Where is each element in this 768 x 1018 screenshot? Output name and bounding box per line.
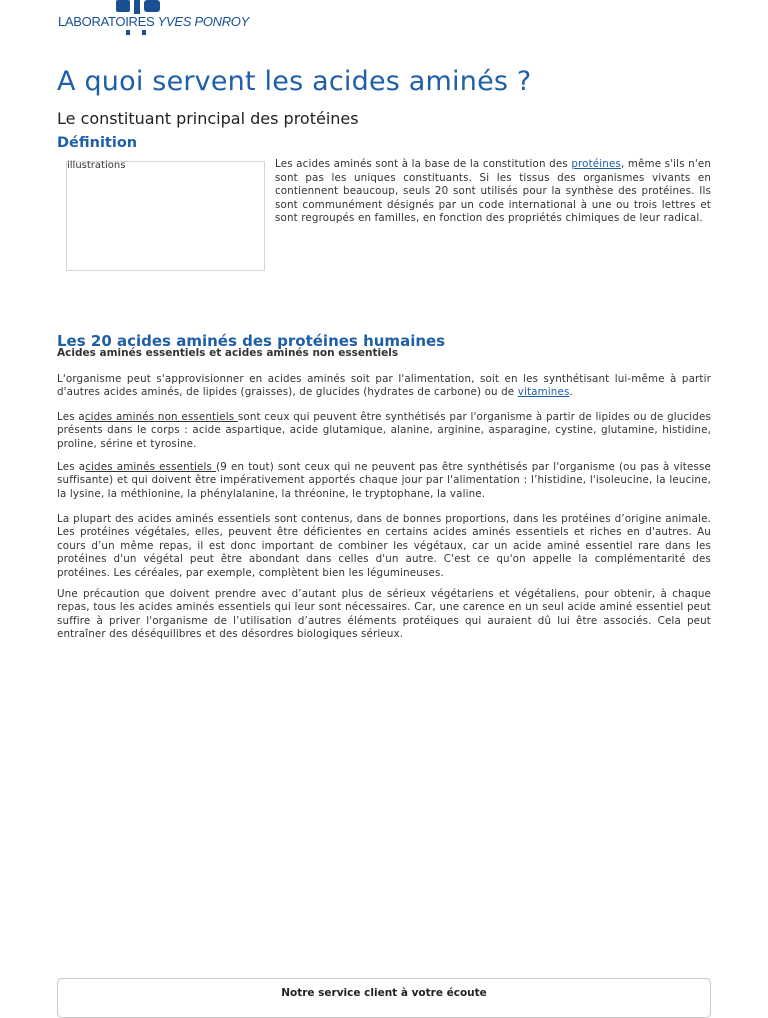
customer-service-box: [57, 978, 711, 1018]
definition-heading: Définition: [57, 135, 138, 151]
section-heading: Les 20 acides aminés des protéines humaines: [57, 332, 446, 350]
paragraph-non-essentiels: Les acides aminés non essentiels sont ceux qui peuvent être synthétisés par l'organisme à partir de lipides ou de glucides présents dans le corps : acide aspartique, acide glutamique, alanine, arginine, asparagine, cystine, glutamine, histidine, proline, sérine et tyrosine.: [57, 411, 711, 450]
essentiels-term: cides aminés essentiels: [85, 461, 217, 473]
paragraph-precaution: Une précaution que doivent prendre avec d’autant plus de sérieux végétariens et végétaliens, pour obtenir, à chaque repas, tous les acides aminés essentiels qui leur sont nécessaires. Car, une carence en un seul acide aminé essentiel peut suffire à priver l'organisme de l’utilisation d’autres éléments protéiques qui auraient dû lui être associés. Cela peut entraîner des déséquilibres et des désordres biologiques sérieux.: [57, 588, 711, 641]
section-subheading: Acides aminés essentiels et acides aminés non essentiels: [57, 347, 399, 359]
paragraph-essentiels: Les acides aminés essentiels (9 en tout) sont ceux qui ne peuvent pas être synthétisés par l'organisme (ou pas à vitesse suffisante) et qui doivent être impérativement apportés chaque jour par l'alimentation : l’histidine, l'isoleucine, la leucine, la lysine, la méthionine, la phénylalanine, la thréonine, le tryptophane, la valine.: [57, 461, 711, 500]
paragraph-approvisionnement: L'organisme peut s'approvisionner en acides aminés soit par l'alimentation, soit en les synthétisant lui-même à partir d'autres acides aminés, de lipides (graisses), de glucides (hydrates de carbone) ou de vitamines.: [57, 373, 711, 399]
page-title: A quoi servent les acides aminés ?: [57, 66, 532, 97]
illustrations-box: [66, 161, 265, 271]
definition-text: Les acides aminés sont à la base de la constitution des protéines, même s'ils n'en sont pas les uniques constituants. Si les tissus des organismes vivants en contiennent beaucoup, seuls 20 sont utilisés pour la synthèse des protéines. Ils sont communément désignés par un code international à une ou trois lettres et sont regroupés en familles, en fonction des propriétés chimiques de leur radical.: [275, 158, 711, 225]
vitamines-link[interactable]: vitamines: [517, 386, 570, 399]
proteines-link[interactable]: protéines: [571, 158, 621, 170]
non-essentiels-term: cides aminés non essentiels: [84, 411, 238, 423]
paragraph-origine-animale: La plupart des acides aminés essentiels sont contenus, dans de bonnes proportions, dans les protéines d’origine animale. Les protéines végétales, elles, peuvent être déficientes en certains acides aminés essentiels et riches en d'autres. Au cours d’un même repas, il est donc important de combiner les végétaux, car un acide aminé essentiel rare dans les protéines d'un végétal peut être abondant dans celles d'un autre. C'est ce qu'on appelle la complémentarité des protéines. Les céréales, par exemple, complètent bien les légumineuses.: [57, 513, 711, 579]
page-subtitle: Le constituant principal des protéines: [57, 109, 359, 128]
customer-service-title: Notre service client à votre écoute: [281, 987, 487, 999]
illustrations-label: illustrations: [67, 160, 126, 171]
brand-name: LABORATOIRES YVES PONROY: [58, 14, 249, 29]
brand-logo[interactable]: [58, 0, 249, 36]
logo-underline: [126, 30, 146, 35]
